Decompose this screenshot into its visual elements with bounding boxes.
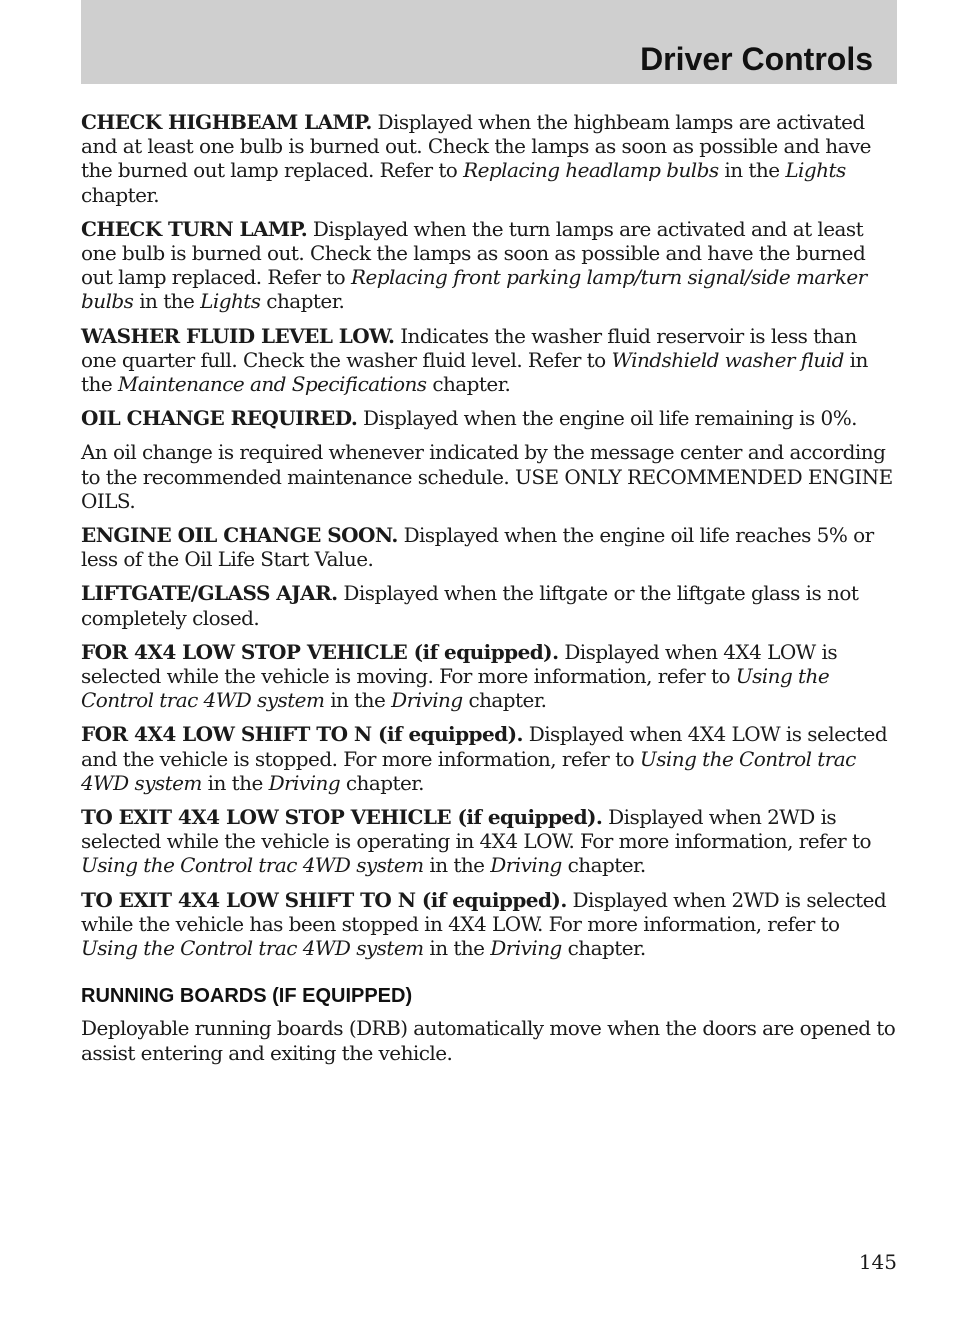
message-name: OIL CHANGE REQUIRED. <box>81 406 358 431</box>
paragraph-check-turn-lamp <box>81 217 897 314</box>
cross-reference: Using the Control trac 4WD system <box>81 936 424 961</box>
cross-reference: Driving <box>391 688 463 713</box>
body-text: chapter. <box>426 372 511 397</box>
message-name: FOR 4X4 LOW SHIFT TO N (if equipped). <box>81 722 523 747</box>
cross-reference: Using the Control trac 4WD system <box>81 853 424 878</box>
body-text: in the <box>423 853 491 878</box>
body-text: Displayed when the engine oil life reaches 5% or less of the Oil Life Start Value. <box>81 523 874 572</box>
body-text: chapter. <box>340 770 424 795</box>
message-name: TO EXIT 4X4 LOW STOP VEHICLE (if equipped). <box>81 805 603 830</box>
cross-reference: Lights <box>200 289 261 314</box>
page-number: 145 <box>858 1250 897 1274</box>
cross-reference: Windshield washer fluid <box>611 347 844 372</box>
message-name: CHECK HIGHBEAM LAMP. <box>81 110 372 134</box>
cross-reference: Maintenance and Specifications <box>117 372 427 397</box>
body-text: Displayed when 2WD is selected while the vehicle is operating in 4X4 LOW. For more information, refer to <box>81 805 871 854</box>
body-text: Displayed when 2WD is selected while the vehicle has been stopped in 4X4 LOW. For more information, refer to <box>81 887 887 936</box>
paragraph-washer-fluid-level-low <box>81 324 897 397</box>
body-text: in the <box>423 936 491 961</box>
cross-reference: Replacing front parking lamp/turn signal/side marker bulbs <box>81 265 867 314</box>
cross-reference: Replacing headlamp bulbs <box>463 158 719 183</box>
paragraph-for-4x4-low-stop-vehicle <box>81 640 897 713</box>
body-text: Displayed when the highbeam lamps are activated and at least one bulb is burned out. Check the lamps as soon as possible and have the burned out lamp replaced. Refer to <box>81 110 871 183</box>
body-text: Displayed when 4X4 LOW is selected while the vehicle is moving. For more information, refer to <box>81 639 838 689</box>
cross-reference: Driving <box>490 936 562 961</box>
body-text: chapter. <box>561 936 646 961</box>
cross-reference: Using the Control trac 4WD system <box>81 746 856 795</box>
message-name: TO EXIT 4X4 LOW SHIFT TO N (if equipped). <box>81 887 567 912</box>
cross-reference: Driving <box>490 853 562 878</box>
body-text: in the <box>201 770 269 795</box>
cross-reference: Driving <box>268 770 341 795</box>
section-heading: RUNNING BOARDS (IF EQUIPPED) <box>81 985 413 1008</box>
paragraph-oil-change-required <box>81 406 897 430</box>
message-name: LIFTGATE/GLASS AJAR. <box>81 581 338 606</box>
message-name: ENGINE OIL CHANGE SOON. <box>81 523 398 548</box>
cross-reference: Using the Control trac 4WD system <box>81 664 830 713</box>
body-text: Indicates the washer fluid reservoir is less than one quarter full. Check the washer fluid level. Refer to <box>81 323 857 372</box>
paragraph-check-highbeam-lamp <box>81 110 897 207</box>
body-text: Displayed when the engine oil life remaining is 0%. <box>357 406 857 431</box>
paragraph-engine-oil-change-soon <box>81 523 897 571</box>
body-text: chapter. <box>462 688 547 713</box>
chapter-title: Driver Controls <box>640 41 873 77</box>
page-content <box>81 110 897 1075</box>
body-text: chapter. <box>81 182 160 207</box>
message-name: WASHER FLUID LEVEL LOW. <box>81 323 395 348</box>
body-text: in the <box>324 688 392 713</box>
paragraph-to-exit-4x4-low-stop-vehicle <box>81 805 897 878</box>
body-text: in the <box>133 289 201 314</box>
paragraph-liftgate-glass-ajar <box>81 581 897 629</box>
body-text: Displayed when 4X4 LOW is selected and the vehicle is stopped. For more information, refer to <box>81 722 888 771</box>
page-header-bar <box>81 0 897 84</box>
body-text: An oil change is required whenever indicated by the message center and according to the recommended maintenance schedule. USE ONLY RECOMMENDED ENGINE OILS. <box>81 440 893 513</box>
paragraph-oil-change-note <box>81 440 897 513</box>
section-body: Deployable running boards (DRB) automatically move when the doors are opened to assist entering and exiting the vehicle. <box>81 1016 896 1065</box>
message-descriptions <box>81 110 897 960</box>
body-text: in the <box>81 347 868 397</box>
message-name: CHECK TURN LAMP. <box>81 216 308 241</box>
body-text: Displayed when the liftgate or the liftgate glass is not completely closed. <box>81 581 859 630</box>
message-name: FOR 4X4 LOW STOP VEHICLE (if equipped). <box>81 639 559 664</box>
body-text: Displayed when the turn lamps are activated and at least one bulb is burned out. Check the lamps as soon as possible and have the burned out lamp replaced. Refer to <box>81 216 866 290</box>
paragraph-to-exit-4x4-low-shift-to-n <box>81 888 897 961</box>
body-text: chapter. <box>561 853 646 878</box>
paragraph-for-4x4-low-shift-to-n <box>81 722 897 795</box>
body-text: in the <box>718 158 786 183</box>
cross-reference: Lights <box>785 158 846 183</box>
body-text: chapter. <box>260 289 345 314</box>
